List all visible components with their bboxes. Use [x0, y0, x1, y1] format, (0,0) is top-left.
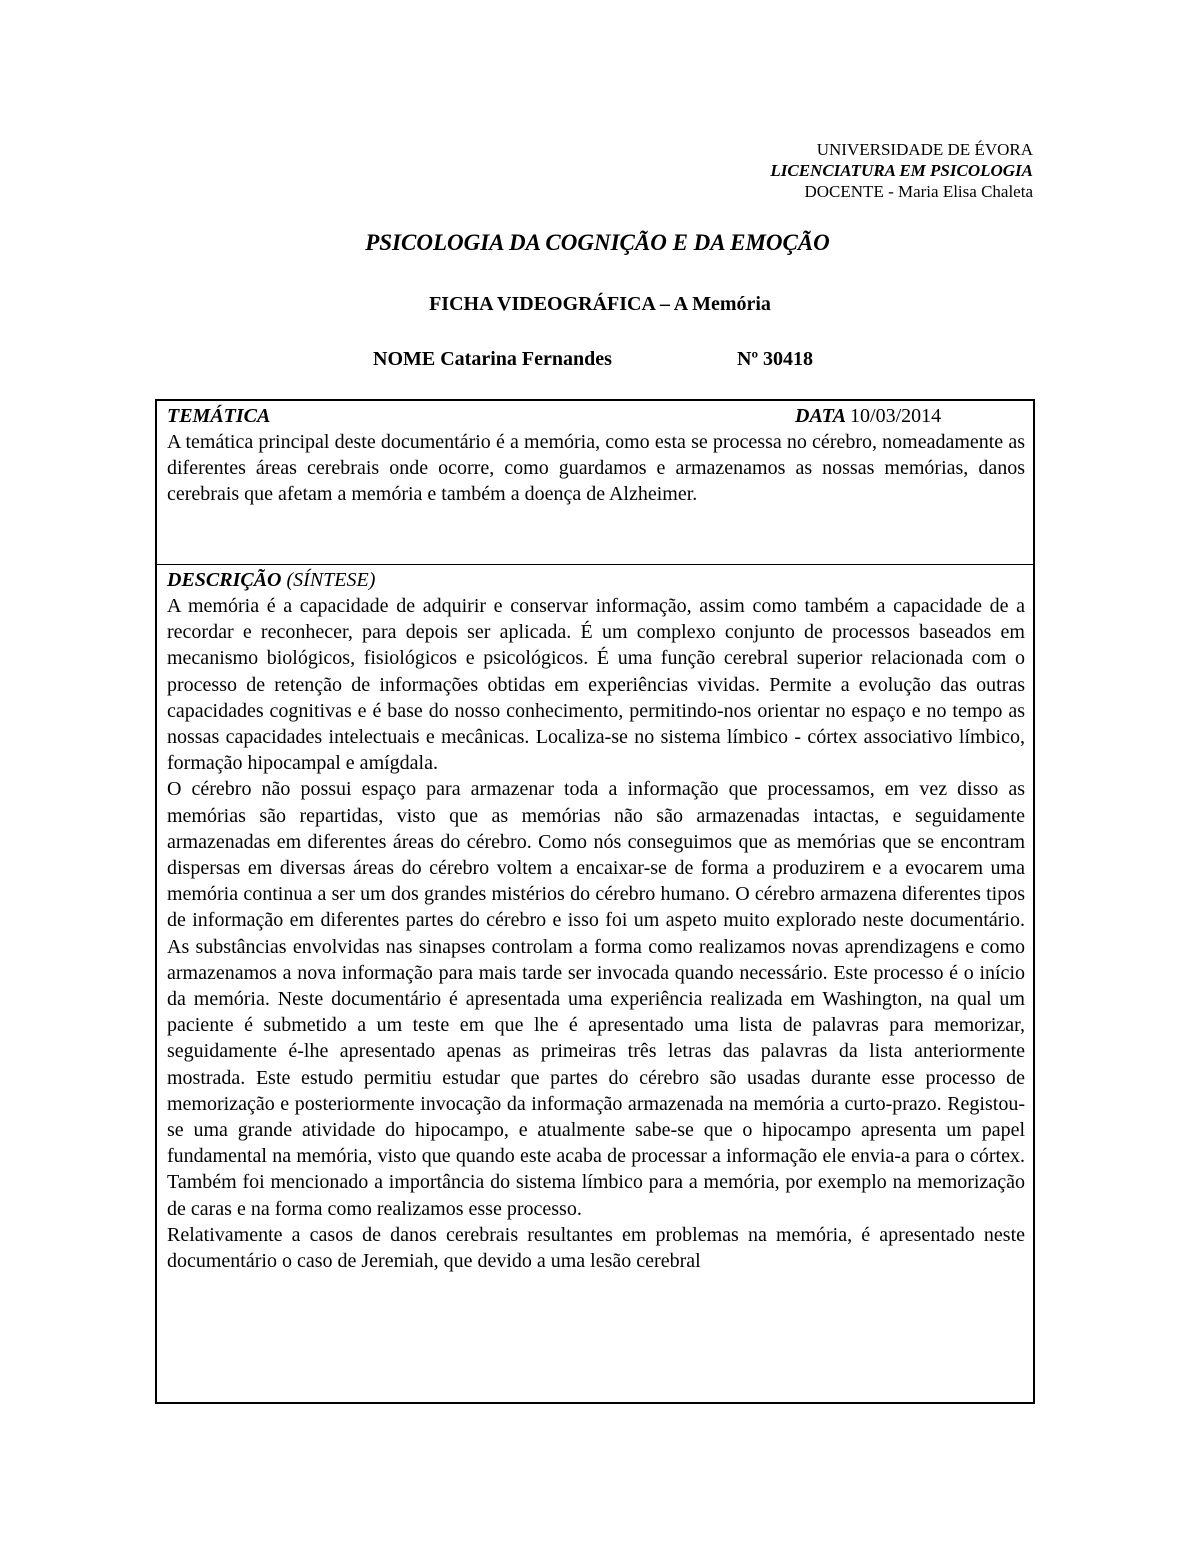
student-line — [373, 348, 833, 371]
descricao-paragraph: Relativamente a casos de danos cerebrais resultantes em problemas na memória, é apresentado neste documentário o caso de Jeremiah, que devido a uma lesão cerebral — [167, 1223, 1025, 1273]
tematica-text: A temática principal deste documentário é a memória, como esta se processa no cérebro, nomeadamente as diferentes áreas cerebrais onde ocorre, como guardamos e armazenamos as nossas memórias, danos cerebrais que afetam a memória e também a doença de Alzheimer. — [167, 431, 1025, 506]
content-table — [155, 399, 1035, 1404]
document-header — [770, 139, 1033, 202]
descricao-paragraph: A memória é a capacidade de adquirir e conservar informação, assim como também a capacidade de a recordar e reconhecer, para depois ser aplicada. É um complexo conjunto de processos baseados em mecanismo biológicos, fisiológicos e psicológicos. É uma função cerebral superior relacionada com o processo de retenção de informações obtidas em experiências vividas. Permite a evolução das outras capacidades cognitivas e é base do nosso conhecimento, permitindo-nos orientar no espaço e no tempo as nossas capacidades intelectuais e mecânicas. Localiza-se no sistema límbico - córtex associativo límbico, formação hipocampal e amígdala. — [167, 595, 1025, 775]
teacher-name: DOCENTE - Maria Elisa Chaleta — [804, 182, 1033, 201]
descricao-label: DESCRIÇÃO — [167, 569, 282, 591]
date-label: DATA — [795, 405, 846, 427]
descricao-cell — [157, 565, 1033, 1402]
descricao-heading — [167, 567, 1025, 593]
descricao-label-suffix: (SÍNTESE) — [286, 569, 376, 591]
tematica-heading — [167, 403, 1025, 429]
tematica-label: TEMÁTICA — [167, 405, 271, 427]
student-number: Nº 30418 — [737, 348, 814, 370]
date-value: 10/03/2014 — [850, 405, 942, 427]
descricao-paragraph: O cérebro não possui espaço para armazenar toda a informação que processamos, em vez disso as memórias são repartidas, visto que as memórias não são armazenadas intactas, e seguidamente armazenadas em diferentes áreas do cérebro. Como nós conseguimos que as memórias que se encontram dispersas em diversas áreas do cérebro voltem a encaixar-se de forma a produzirem e a evocarem uma memória continua a ser um dos grandes mistérios do cérebro humano. O cérebro armazena diferentes tipos de informação em diferentes partes do cérebro e isso foi um aspeto muito explorado neste documentário. As substâncias envolvidas nas sinapses controlam a forma como realizamos novas aprendizagens e como armazenamos a nova informação para mais tarde ser invocada quando necessário. Este processo é o início da memória. Neste documentário é apresentada uma experiência realizada em Washington, na qual um paciente é submetido a um teste em que lhe é apresentado uma lista de palavras para memorizar, seguidamente é-lhe apresentado apenas as primeiras três letras das palavras da lista anteriormente mostrada. Este estudo permitiu estudar que partes do cérebro são usadas durante esse processo de memorização e posteriormente invocação da informação armazenada na memória a curto-prazo. Registou-se uma grande atividade do hipocampo, e atualmente sabe-se que o hipocampo apresenta um papel fundamental na memória, visto que quando este acaba de processar a informação ele envia-a para o córtex. Também foi mencionado a importância do sistema límbico para a memória, por exemplo na memorização de caras e na forma como realizamos esse processo. — [167, 778, 1025, 1220]
university-name: UNIVERSIDADE DE ÉVORA — [816, 140, 1033, 159]
student-name: NOME Catarina Fernandes — [373, 348, 612, 370]
sheet-title: FICHA VIDEOGRÁFICA – A Memória — [429, 293, 771, 315]
tematica-cell — [157, 401, 1033, 565]
program-name: LICENCIATURA EM PSICOLOGIA — [770, 161, 1033, 180]
date-field — [795, 403, 941, 429]
course-title: PSICOLOGIA DA COGNIÇÃO E DA EMOÇÃO — [365, 230, 830, 255]
